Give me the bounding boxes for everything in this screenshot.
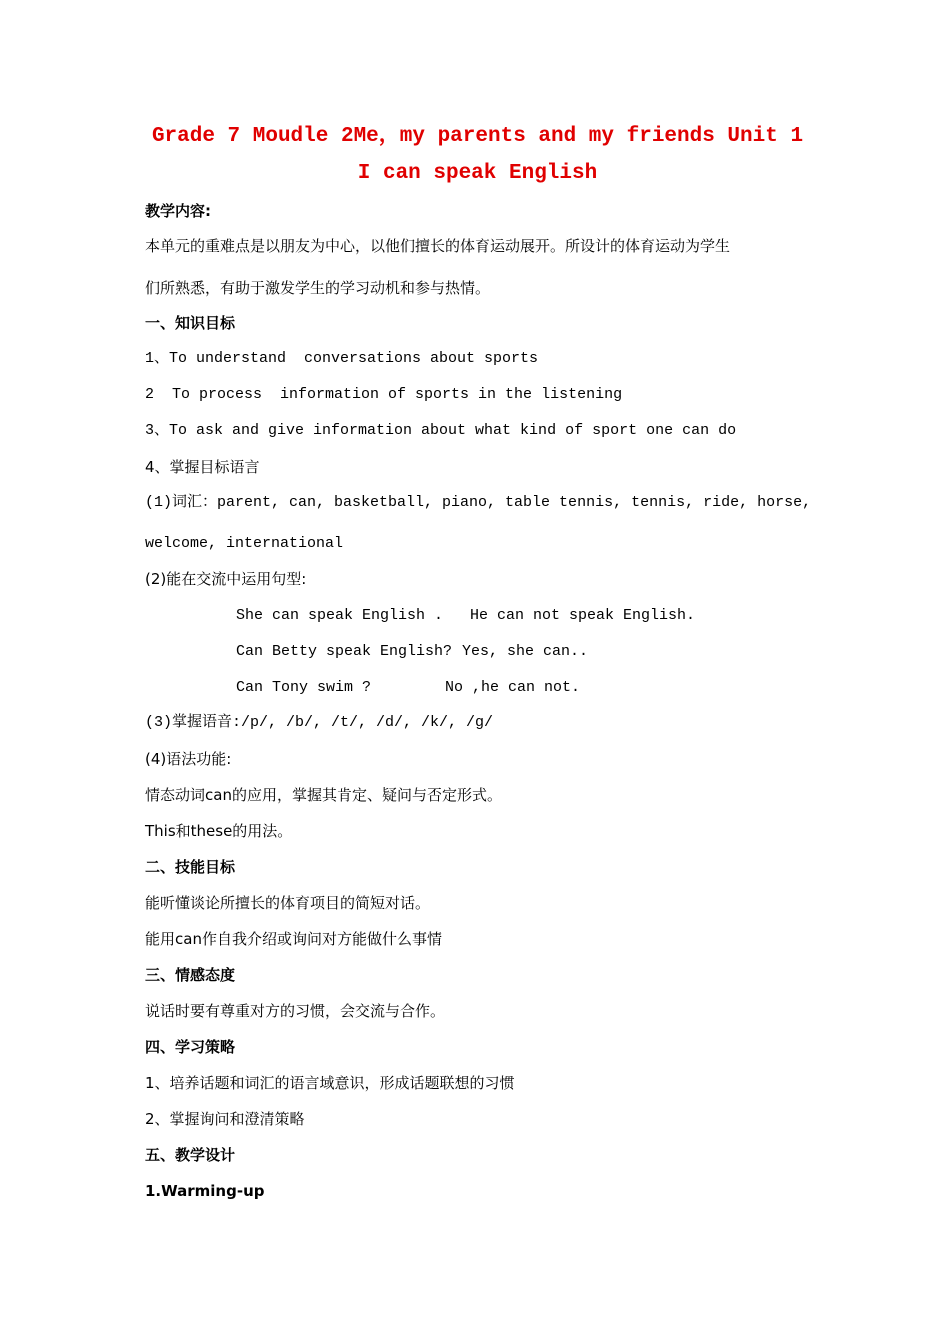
section-3-heading: 三、情感态度 [145,966,236,984]
vocabulary-line-2: welcome, international [145,535,344,552]
grammar-item-1: 情态动词can的应用，掌握其肯定、疑问与否定形式。 [145,786,502,804]
section-1-heading: 一、知识目标 [145,314,236,332]
grammar-heading: (4)语法功能: [145,750,232,768]
phonetics-line: (3)掌握语音:/p/, /b/, /t/, /d/, /k/, /g/ [145,714,494,731]
skill-item-2: 能用can作自我介绍或询问对方能做什么事情 [145,930,442,948]
objective-1: 1、To understand conversations about sports [145,350,539,367]
sentence-3-question: Can Tony swim ? [236,679,372,696]
sentence-2-question: Can Betty speak English? [236,643,453,660]
strategy-item-2: 2、掌握询问和澄清策略 [145,1110,305,1128]
sentence-1-negative: He can not speak English. [470,607,696,624]
sentence-patterns-heading: (2)能在交流中运用句型: [145,570,307,588]
section-5-heading: 五、教学设计 [145,1146,236,1164]
design-step-1: 1.Warming-up [145,1182,265,1200]
sentence-1-affirmative: She can speak English . [236,607,444,624]
strategy-item-1: 1、培养话题和词汇的语言域意识，形成话题联想的习惯 [145,1074,515,1092]
sentence-2-answer: Yes, she can.. [462,643,589,660]
objective-3: 3、To ask and give information about what kind of sport one can do [145,422,737,439]
document-title: Grade 7 Moudle 2Me，my parents and my friends Unit 1 I can speak English [151,125,804,185]
content-paragraph-line-1: 本单元的重难点是以朋友为中心，以他们擅长的体育运动展开。所设计的体育运动为学生 [145,237,731,255]
objective-2: 2 To process information of sports in the listening [145,386,623,403]
objective-4: 4、掌握目标语言 [145,458,260,476]
attitude-item-1: 说话时要有尊重对方的习惯，会交流与合作。 [145,1002,446,1020]
grammar-item-2: This和these的用法。 [145,822,293,840]
vocabulary-line-1: (1)词汇：parent, can, basketball, piano, table tennis, tennis, ride, horse, [145,494,812,511]
skill-item-1: 能听懂谈论所擅长的体育项目的简短对话。 [145,894,431,912]
sentence-3-answer: No ,he can not. [445,679,581,696]
content-paragraph-line-2: 们所熟悉，有助于激发学生的学习动机和参与热情。 [145,279,491,297]
section-4-heading: 四、学习策略 [145,1038,236,1056]
content-heading: 教学内容: [145,202,211,220]
section-2-heading: 二、技能目标 [145,858,236,876]
